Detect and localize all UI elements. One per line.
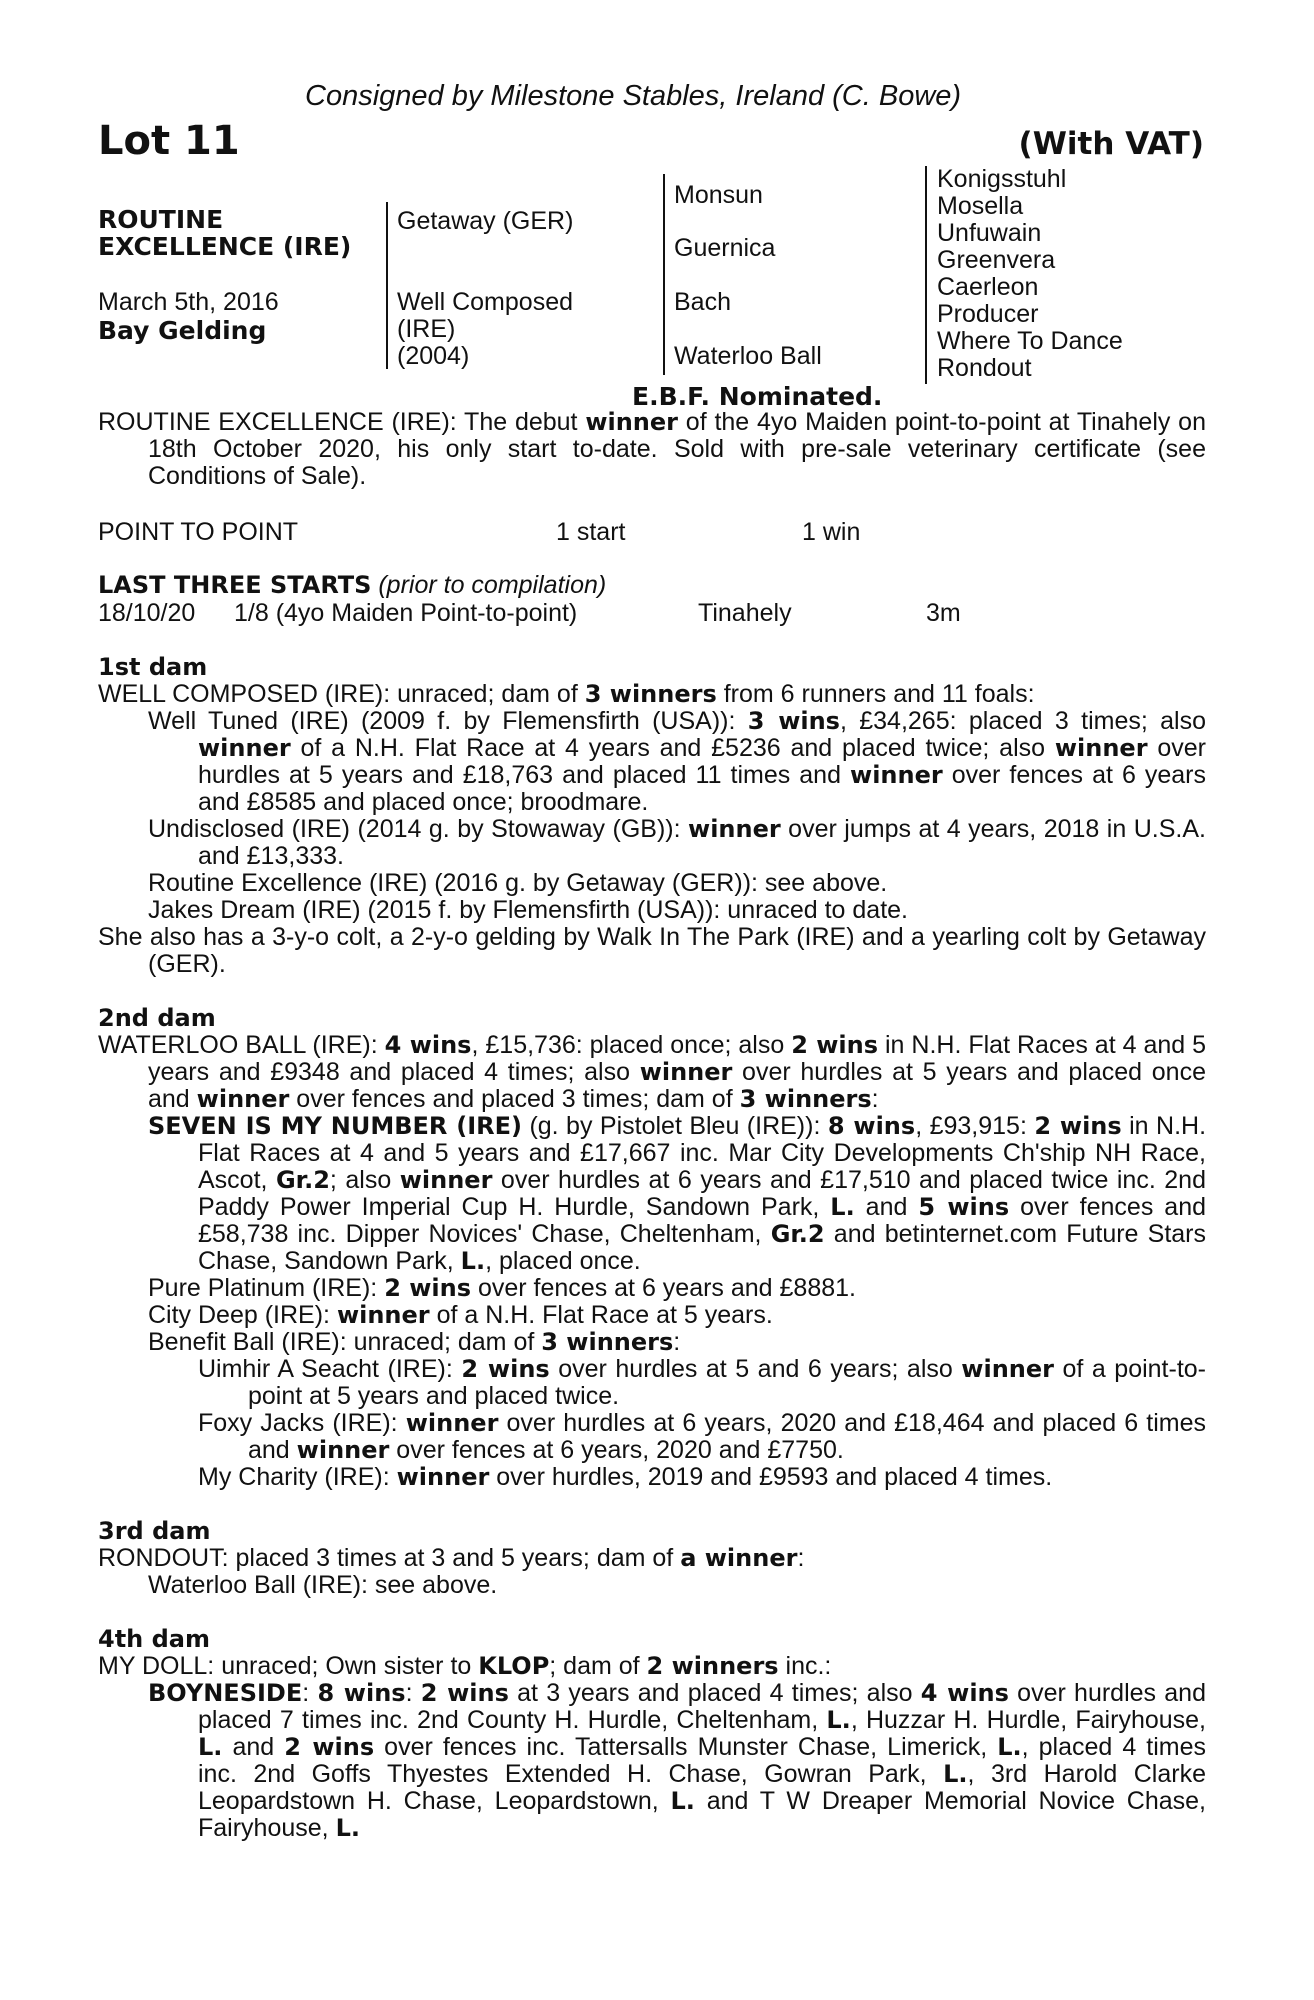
- produce-entry: Benefit Ball (IRE): unraced; dam of 3 winners:: [148, 1328, 681, 1356]
- produce-entry: Pure Platinum (IRE): 2 wins over fences at 6 years and £8881.: [148, 1274, 856, 1302]
- pedigree-line-3: [925, 166, 927, 384]
- pedigree-gen3-item: Greenvera: [937, 246, 1056, 274]
- produce-entry: Routine Excellence (IRE) (2016 g. by Getaway (GER)): see above.: [148, 869, 888, 897]
- pedigree-dam-name: Well Composed: [397, 288, 574, 316]
- first-dam-section: [98, 654, 1206, 978]
- horse-sex: Bay Gelding: [98, 316, 267, 345]
- pedigree-gen2-item: Bach: [674, 288, 731, 316]
- produce-entry: Well Tuned (IRE) (2009 f. by Flemensfirth (USA)): 3 wins, £34,265: placed 3 times; also winner of a N.H. Flat Race at 4 years and £5236 and placed twice; also winner over hurdles at 5 years and £18,763 and placed 11 times and winner over fences at 6 years and £8585 and placed once; broodmare.: [148, 707, 1207, 816]
- section-heading: 2nd dam: [98, 1004, 216, 1032]
- lot-number: Lot 11: [98, 118, 240, 164]
- pedigree-gen3-item: Caerleon: [937, 273, 1039, 301]
- grand-produce-entry: My Charity (IRE): winner over hurdles, 2019 and £9593 and placed 4 times.: [198, 1463, 1053, 1491]
- summary-block: [98, 409, 1206, 490]
- pedigree-dam-origin: (IRE): [397, 315, 456, 343]
- pedigree-gen2-item: Monsun: [674, 181, 763, 209]
- pedigree-gen3-item: Konigsstuhl: [937, 165, 1067, 193]
- produce-entry: BOYNESIDE: 8 wins: 2 wins at 3 years and placed 4 times; also 4 wins over hurdles and placed 7 times inc. 2nd County H. Hurdle, Cheltenham, L., Huzzar H. Hurdle, Fairyhouse, L. and 2 wins over fences inc. Tattersalls Munster Chase, Limerick, L., placed 4 times inc. 2nd Goffs Thyestes Extended H. Chase, Gowran Park, L., 3rd Harold Clarke Leopardstown H. Chase, Leopardstown, L. and T W Dreaper Memorial Novice Chase, Fairyhouse, L.: [148, 1679, 1207, 1842]
- grand-produce-entry: Foxy Jacks (IRE): winner over hurdles at 6 years, 2020 and £18,464 and placed 6 times and winner over fences at 6 years, 2020 and £7750.: [198, 1409, 1206, 1464]
- pedigree-gen3-item: Rondout: [937, 354, 1032, 382]
- pedigree-gen3-item: Where To Dance: [937, 327, 1123, 355]
- pedigree-sire: Getaway (GER): [397, 207, 574, 235]
- section-heading: 4th dam: [98, 1625, 210, 1653]
- fourth-dam-section: [98, 1626, 1206, 1842]
- record-wins: 1 win: [802, 518, 861, 546]
- start-course: Tinahely: [698, 599, 792, 627]
- start-result: 1/8 (4yo Maiden Point-to-point): [234, 599, 578, 627]
- vat-status: (With VAT): [1018, 126, 1204, 162]
- section-heading: 3rd dam: [98, 1517, 211, 1545]
- pedigree-line-2: [663, 174, 665, 375]
- dam-summary: RONDOUT: placed 3 times at 3 and 5 years; dam of a winner:: [98, 1544, 805, 1572]
- pedigree-gen2-item: Guernica: [674, 234, 776, 262]
- third-dam-section: [98, 1518, 1206, 1599]
- produce-entry: SEVEN IS MY NUMBER (IRE) (g. by Pistolet Bleu (IRE)): 8 wins, £93,915: 2 wins in N.H. Flat Races at 4 and 5 years and £17,667 inc. Mar City Developments Ch'ship NH Race, Ascot, Gr.2; also winner over hurdles at 6 years and £17,510 and placed twice inc. 2nd Paddy Power Imperial Cup H. Hurdle, Sandown Park, L. and 5 wins over fences and £58,738 inc. Dipper Novices' Chase, Cheltenham, Gr.2 and betinternet.com Future Stars Chase, Sandown Park, L., placed once.: [148, 1112, 1207, 1275]
- dam-summary: WELL COMPOSED (IRE): unraced; dam of 3 winners from 6 runners and 11 foals:: [98, 680, 1035, 708]
- produce-entry: Jakes Dream (IRE) (2015 f. by Flemensfirth (USA)): unraced to date.: [148, 896, 908, 924]
- last-starts-heading: LAST THREE STARTS (prior to compilation): [98, 571, 607, 599]
- grand-produce-entry: Uimhir A Seacht (IRE): 2 wins over hurdles at 5 and 6 years; also winner of a point-to-point at 5 years and placed twice.: [198, 1355, 1206, 1410]
- start-date: 18/10/20: [98, 599, 196, 627]
- pedigree-line-1: [386, 202, 388, 369]
- pedigree-gen3-item: Mosella: [937, 192, 1024, 220]
- record-label: POINT TO POINT: [98, 518, 299, 546]
- pedigree-dam-year: (2004): [397, 342, 470, 370]
- ebf-nomination: E.B.F. Nominated.: [632, 382, 883, 411]
- section-heading: 1st dam: [98, 653, 208, 681]
- pedigree-gen3-item: Producer: [937, 300, 1039, 328]
- produce-note: She also has a 3-y-o colt, a 2-y-o gelding by Walk In The Park (IRE) and a yearling colt by Getaway (GER).: [98, 923, 1206, 978]
- start-distance: 3m: [926, 599, 961, 627]
- record-starts: 1 start: [556, 518, 626, 546]
- dam-summary: MY DOLL: unraced; Own sister to KLOP; dam of 2 winners inc.:: [98, 1652, 832, 1680]
- produce-entry: City Deep (IRE): winner of a N.H. Flat Race at 5 years.: [148, 1301, 773, 1329]
- pedigree-gen3-item: Unfuwain: [937, 219, 1042, 247]
- dam-summary: WATERLOO BALL (IRE): 4 wins, £15,736: placed once; also 2 wins in N.H. Flat Races at 4 and 5 years and £9348 and placed 4 times; also winner over hurdles at 5 years and placed once and winner over fences and placed 3 times; dam of 3 winners:: [98, 1031, 1207, 1113]
- produce-entry: Waterloo Ball (IRE): see above.: [148, 1571, 498, 1599]
- summary-paragraph: ROUTINE EXCELLENCE (IRE): The debut winner of the 4yo Maiden point-to-point at Tinahely on 18th October 2020, his only start to-date. Sold with pre-sale veterinary certificate (see Conditions of Sale).: [98, 408, 1206, 490]
- second-dam-section: [98, 1005, 1206, 1491]
- horse-name: ROUTINE EXCELLENCE (IRE): [98, 205, 352, 261]
- horse-dob: March 5th, 2016: [98, 288, 279, 316]
- consignor-line: Consigned by Milestone Stables, Ireland (C. Bowe): [305, 80, 962, 112]
- pedigree-gen2-item: Waterloo Ball: [674, 342, 822, 370]
- produce-entry: Undisclosed (IRE) (2014 g. by Stowaway (GB)): winner over jumps at 4 years, 2018 in U.S.A. and £13,333.: [148, 815, 1206, 870]
